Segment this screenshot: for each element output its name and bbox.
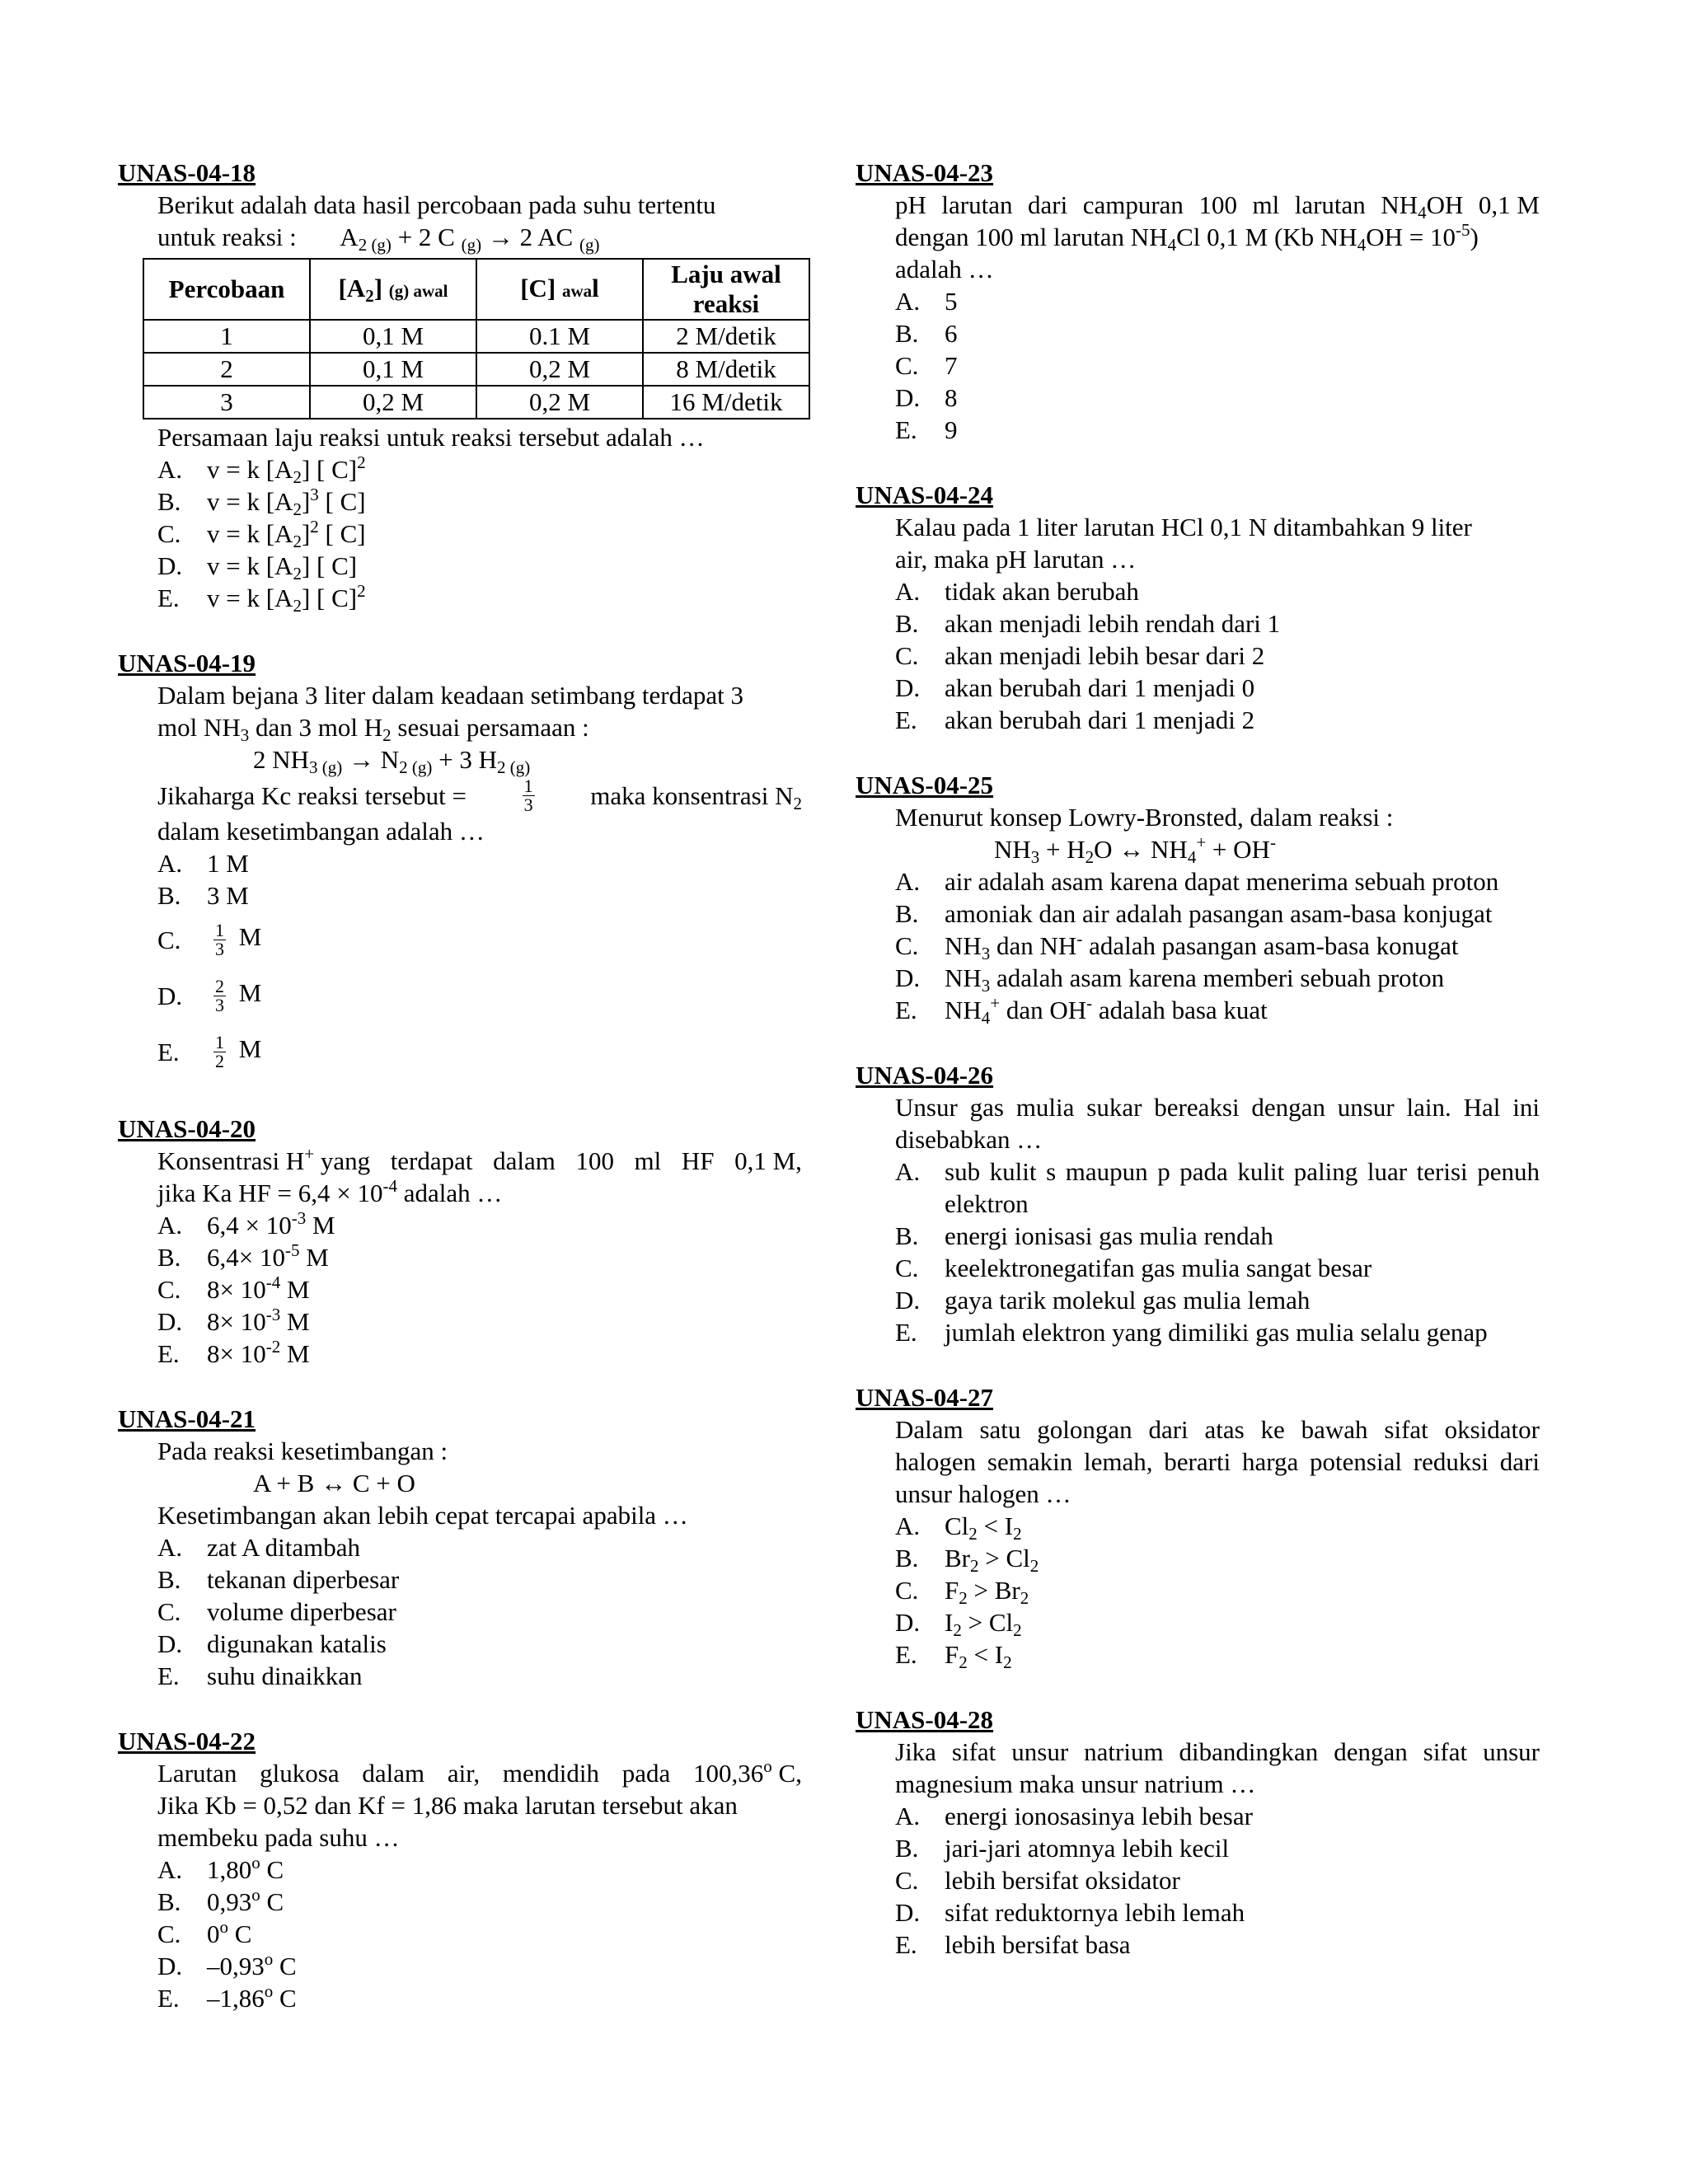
equation: $NH_3 + H_2O$ ↔ $NH_4^+ + OH^-$: [994, 832, 1276, 867]
option-d[interactable]: D. digunakan katalis: [157, 1629, 387, 1658]
options-list: [856, 1800, 1540, 1961]
option-d[interactable]: D. v = k $[A_2]$ [ C]: [157, 551, 358, 583]
question-text: Larutan glukosa dalam air, mendidih pada 100,36$^o$ C, Jika Kb = 0,52 dan Kf = 1,86 maka larutan tersebut akan membeku pada suhu …: [157, 1756, 802, 1852]
option-a[interactable]: A. 5: [895, 287, 958, 316]
option-c[interactable]: C. v = k $[A_2]^2$ [ C]: [157, 517, 366, 551]
option-b[interactable]: B. v = k $[A_2]^3$ [ C]: [157, 485, 366, 519]
option-d[interactable]: D. $\frac{2}{3}$ M: [157, 975, 262, 1015]
question-id: UNAS-04-20: [118, 1114, 256, 1143]
table-header: Percobaan: [143, 259, 310, 320]
options-list: [856, 865, 1540, 1026]
option-a[interactable]: A. tidak akan berubah: [895, 577, 1139, 606]
option-b[interactable]: B. $6,4\times 10^{-5}$ M: [157, 1240, 329, 1272]
question-unas-04-21: [118, 1403, 802, 1692]
question-text: Menurut konsep Lowry-Bronsted, dalam reaksi : $NH_3 + H_2O$ ↔ $NH_4^+ + OH^-$: [856, 801, 1540, 865]
options-list: [118, 847, 802, 1080]
option-e[interactable]: E. suhu dinaikkan: [157, 1661, 363, 1690]
options-list: [856, 285, 1540, 446]
table-row: [143, 386, 809, 419]
table-cell: 2: [143, 353, 310, 386]
question-text: Dalam bejana 3 liter dalam keadaan setimbang terdapat 3 mol $NH_3$ dan 3 mol $H_2$ sesuai persamaan : 2 $NH_{3 (g)} \to N_{2 (g)} + 3$ $H_{2 (g)}$ Jikaharga Kc reaksi tersebut = $\frac{1}{3}$ maka konsentrasi $N_2$ dalam kesetimbangan adalah …: [157, 681, 802, 846]
question-unas-04-25: [856, 769, 1540, 1026]
option-e[interactable]: E. lebih bersifat basa: [895, 1930, 1131, 1959]
table-cell: 0,2 M: [476, 353, 643, 386]
table-cell: 8 M/detik: [643, 353, 809, 386]
equation: A + B ↔ C + O: [253, 1469, 415, 1497]
option-b[interactable]: B. $Br_2 > Cl_2$: [895, 1544, 1039, 1576]
option-a[interactable]: A. 1 M: [157, 849, 249, 878]
option-b[interactable]: B. 3 M: [157, 881, 249, 910]
option-c[interactable]: C. $NH_3$ dan NH- adalah pasangan asam-basa konugat: [895, 929, 1459, 963]
options-list: [118, 453, 802, 614]
table-cell: 0.1 M: [476, 320, 643, 353]
question-unas-04-22: [118, 1725, 802, 2014]
option-d[interactable]: D. akan berubah dari 1 menjadi 0: [895, 673, 1255, 702]
option-b[interactable]: B. akan menjadi lebih rendah dari 1: [895, 609, 1281, 638]
option-b[interactable]: B. amoniak dan air adalah pasangan asam-basa konjugat: [895, 899, 1493, 928]
table-cell: 3: [143, 386, 310, 419]
question-text: Pada reaksi kesetimbangan : A + B ↔ C + O Kesetimbangan akan lebih cepat tercapai apabila …: [118, 1435, 802, 1531]
option-e[interactable]: E. akan berubah dari 1 menjadi 2: [895, 705, 1255, 734]
table-cell: 0,2 M: [476, 386, 643, 419]
option-c[interactable]: C. keelektronegatifan gas mulia sangat besar: [895, 1254, 1372, 1282]
question-id: UNAS-04-23: [856, 158, 994, 187]
options-list: [118, 1854, 802, 2014]
option-c[interactable]: C. 0$^o$ C: [157, 1917, 252, 1948]
option-e[interactable]: E. $F_2 < I_2$: [895, 1640, 1012, 1672]
equation: 2 $NH_{3 (g)} \to N_{2 (g)} + 3$ $H_{2 (g)}$: [253, 745, 531, 777]
option-d[interactable]: D. $8\times 10^{-3}$ M: [157, 1305, 310, 1336]
option-a[interactable]: A. $6,4 \times 10^{-3}$ M: [157, 1208, 335, 1240]
option-d[interactable]: D. 8: [895, 383, 958, 412]
question-id: UNAS-04-18: [118, 158, 256, 187]
option-e[interactable]: E. $NH_4^+$ dan OH- adalah basa kuat: [895, 993, 1268, 1028]
table-header: Laju awal reaksi: [643, 259, 809, 320]
table-cell: 0,1 M: [310, 320, 476, 353]
question-id: UNAS-04-25: [856, 771, 994, 799]
option-c[interactable]: C. akan menjadi lebih besar dari 2: [895, 641, 1265, 670]
option-c[interactable]: C. lebih bersifat oksidator: [895, 1866, 1180, 1895]
right-column: [856, 157, 1540, 1994]
option-a[interactable]: A. air adalah asam karena dapat menerima sebuah proton: [895, 867, 1499, 896]
options-list: [856, 575, 1540, 736]
option-c[interactable]: C. volume diperbesar: [157, 1597, 396, 1626]
table-header: $[A_2]$ (g) awal: [310, 259, 476, 320]
question-prompt: Persamaan laju reaksi untuk reaksi tersebut adalah …: [157, 423, 705, 452]
option-b[interactable]: B. 0,93$^o$ C: [157, 1885, 284, 1916]
question-id: UNAS-04-19: [118, 649, 256, 677]
reaction-line: untuk reaksi : $A_{2 (g)} + 2$ C $_{(g)}$ → 2 AC $_{(g)}$: [157, 223, 600, 255]
option-d[interactable]: D. $NH_3$ adalah asam karena memberi sebuah proton: [895, 963, 1445, 996]
option-a[interactable]: A. energi ionosasinya lebih besar: [895, 1802, 1253, 1830]
table-cell: 0,1 M: [310, 353, 476, 386]
option-a[interactable]: A. zat A ditambah: [157, 1533, 360, 1562]
options-list: [856, 1155, 1540, 1348]
question-unas-04-28: [856, 1704, 1540, 1961]
question-id: UNAS-04-26: [856, 1061, 994, 1090]
option-d[interactable]: D. –0,93$^o$ C: [157, 1949, 297, 1980]
question-id: UNAS-04-22: [118, 1727, 256, 1755]
option-a[interactable]: A. $Cl_2 < I_2$: [895, 1511, 1022, 1544]
option-a[interactable]: A. 1,80$^o$ C: [157, 1853, 284, 1884]
option-c[interactable]: C. $8\times 10^{-4}$ M: [157, 1272, 310, 1304]
question-unas-04-27: [856, 1381, 1540, 1671]
options-list: [118, 1209, 802, 1370]
option-c[interactable]: C. 7: [895, 351, 958, 380]
question-text: Unsur gas mulia sukar bereaksi dengan unsur lain. Hal ini disebabkan …: [895, 1093, 1540, 1154]
question-id: UNAS-04-28: [856, 1705, 994, 1734]
question-unas-04-23: [856, 157, 1540, 446]
question-unas-04-18: [118, 157, 802, 614]
options-list: [118, 1531, 802, 1692]
table-cell: 0,2 M: [310, 386, 476, 419]
option-b[interactable]: B. 6: [895, 319, 958, 348]
question-text-line: Berikut adalah data hasil percobaan pada suhu tertentu: [157, 190, 716, 219]
option-e[interactable]: E. $8\times 10^{-2}$ M: [157, 1337, 310, 1368]
options-list: [856, 1510, 1540, 1671]
option-e[interactable]: E. 9: [895, 415, 958, 444]
question-text: Dalam satu golongan dari atas ke bawah sifat oksidator halogen semakin lemah, berarti harga potensial reduksi dari unsur halogen …: [895, 1415, 1540, 1508]
option-e[interactable]: E. $\frac{1}{2}$ M: [157, 1031, 262, 1071]
question-unas-04-24: [856, 479, 1540, 736]
option-b[interactable]: B. jari-jari atomnya lebih kecil: [895, 1834, 1230, 1863]
table-cell: 16 M/detik: [643, 386, 809, 419]
question-id: UNAS-04-24: [856, 480, 994, 509]
table-row: [143, 353, 809, 386]
table-header: [C] awal: [476, 259, 643, 320]
option-a[interactable]: A. sub kulit s maupun p pada kulit paling luar terisi penuh elektron: [895, 1157, 1540, 1218]
option-e[interactable]: E. –1,86$^o$ C: [157, 1981, 297, 2013]
fraction: $\frac{1}{3}$: [523, 775, 533, 815]
option-c[interactable]: C. $\frac{1}{3}$ M: [157, 919, 262, 959]
option-b[interactable]: B. tekanan diperbesar: [157, 1565, 400, 1594]
table-header-row: [143, 259, 809, 320]
question-text: pH larutan dari campuran 100 ml larutan $NH_4OH$ 0,1 M dengan 100 ml larutan $NH_4Cl$ 0,1 M (Kb $NH_4OH = 10^{-5}$) adalah …: [895, 190, 1540, 284]
question-text: [118, 189, 802, 253]
question-text: Jika sifat unsur natrium dibandingkan dengan sifat unsur magnesium maka unsur natrium …: [895, 1737, 1540, 1798]
option-e[interactable]: E. jumlah elektron yang dimiliki gas mulia selalu genap: [895, 1318, 1488, 1347]
question-unas-04-20: [118, 1113, 802, 1370]
left-column: [118, 157, 802, 2047]
question-text: Konsentrasi H+ yang terdapat dalam 100 ml HF 0,1 M, jika Ka HF = $6,4 \times 10^{-4}$ adalah …: [157, 1144, 802, 1207]
option-b[interactable]: B. energi ionisasi gas mulia rendah: [895, 1221, 1273, 1250]
question-unas-04-19: [118, 647, 802, 1080]
question-text: Kalau pada 1 liter larutan HCl 0,1 N ditambahkan 9 liter air, maka pH larutan …: [895, 513, 1472, 574]
option-d[interactable]: D. sifat reduktornya lebih lemah: [895, 1898, 1245, 1927]
option-c[interactable]: C. $F_2 > Br_2$: [895, 1576, 1029, 1608]
option-a[interactable]: A. v = k $[A_2]$ [ C]$^2$: [157, 452, 366, 487]
option-d[interactable]: D. $I_2 > Cl_2$: [895, 1608, 1022, 1640]
table-row: [143, 320, 809, 353]
table-cell: 1: [143, 320, 310, 353]
question-unas-04-26: [856, 1059, 1540, 1348]
table-cell: 2 M/detik: [643, 320, 809, 353]
question-id: UNAS-04-21: [118, 1404, 256, 1433]
option-e[interactable]: E. v = k $[A_2]$ [ C]$^2$: [157, 581, 366, 616]
experiment-table: [143, 258, 810, 419]
question-id: UNAS-04-27: [856, 1383, 994, 1412]
option-d[interactable]: D. gaya tarik molekul gas mulia lemah: [895, 1286, 1311, 1315]
